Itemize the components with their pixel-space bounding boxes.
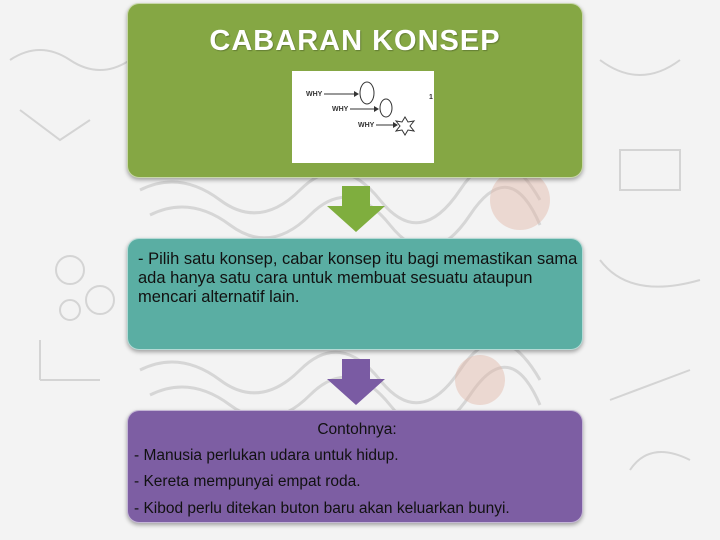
- example-heading: Contohnya:: [317, 421, 397, 438]
- why-label-1: WHY: [306, 91, 323, 98]
- concept-title: CABARAN KONSEP: [209, 25, 501, 57]
- example-item: - Kereta mempunyai empat roda.: [134, 473, 361, 490]
- concept-box: [127, 3, 583, 178]
- example-box: [127, 410, 583, 523]
- explanation-box: [127, 238, 583, 350]
- arrow-down-icon: [327, 186, 385, 232]
- why-label-3: WHY: [358, 122, 375, 129]
- why-label-2: WHY: [332, 106, 349, 113]
- arrow-down-icon: [327, 359, 385, 405]
- why-diagram-image: [292, 71, 434, 163]
- example-item: - Kibod perlu ditekan buton baru akan keluarkan bunyi.: [134, 500, 510, 517]
- why-side-mark: 1: [429, 94, 433, 101]
- example-item: - Manusia perlukan udara untuk hidup.: [134, 447, 399, 464]
- explanation-text: - Pilih satu konsep, cabar konsep itu bagi memastikan sama ada hanya satu cara untuk membuat sesuatu ataupun mencari alternatif lain.: [138, 250, 578, 306]
